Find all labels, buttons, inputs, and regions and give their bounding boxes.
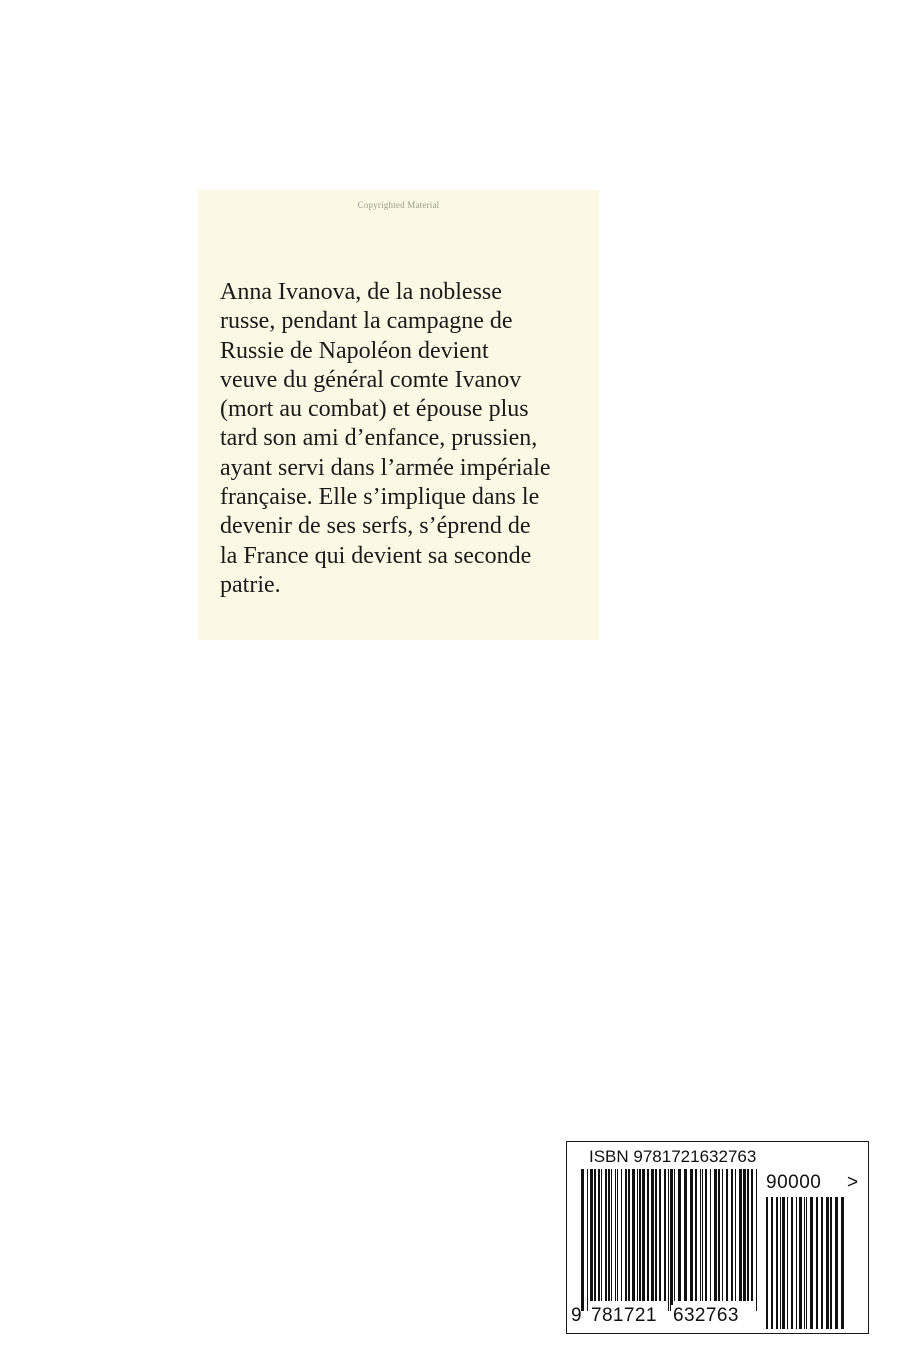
addon-bars (766, 1197, 844, 1329)
barcode-bar (668, 1169, 669, 1311)
barcode-bar (690, 1169, 693, 1301)
barcode-bar (625, 1169, 627, 1301)
barcode-bar (804, 1197, 805, 1329)
barcode-bar (771, 1197, 773, 1329)
barcode-bar (684, 1169, 687, 1301)
barcode-bar (659, 1169, 661, 1301)
barcode-bar (782, 1197, 785, 1329)
copyright-watermark: Copyrighted Material (357, 200, 440, 210)
barcode-bar (841, 1197, 844, 1329)
barcode-bar (830, 1197, 832, 1329)
barcode-bar (632, 1169, 635, 1301)
barcode-bar (655, 1169, 657, 1301)
isbn-label: ISBN 9781721632763 (589, 1147, 757, 1166)
blurb-line: devenir de ses serfs, s’éprend de (220, 513, 531, 540)
barcode-bar (651, 1169, 654, 1301)
barcode-bar (598, 1169, 600, 1301)
barcode-bar (796, 1197, 797, 1329)
barcode-bar (637, 1169, 638, 1301)
barcode-bar (731, 1169, 733, 1301)
barcode-bar (678, 1169, 681, 1301)
barcode-bar (739, 1169, 742, 1301)
barcode-bar (751, 1169, 753, 1301)
barcode-bar (674, 1169, 675, 1301)
barcode-bar (647, 1169, 649, 1301)
barcode-bar (787, 1197, 788, 1329)
barcode-bar (714, 1169, 717, 1301)
ean13-bars (581, 1169, 757, 1311)
barcode-digit-group-right: 632763 (673, 1305, 739, 1326)
barcode-first-digit: 9 (571, 1305, 582, 1326)
barcode-bar (735, 1169, 736, 1301)
price-arrow: > (847, 1172, 859, 1193)
barcode-bar (756, 1169, 757, 1311)
barcode-bar (581, 1169, 584, 1311)
barcode-bar (718, 1169, 720, 1301)
blurb-text (220, 278, 590, 600)
barcode-digit-group-left: 781721 (591, 1305, 657, 1326)
blurb-line: ayant servi dans l’armée impériale (220, 454, 551, 481)
blurb-line: tard son ami d’enfance, prussien, (220, 425, 538, 452)
barcode-bar (664, 1169, 666, 1301)
barcode-bar (710, 1169, 711, 1301)
barcode-bar (791, 1197, 793, 1329)
isbn-barcode (566, 1141, 869, 1334)
barcode-bar (628, 1169, 630, 1301)
barcode-bar (810, 1197, 813, 1329)
barcode-bar (639, 1169, 641, 1301)
barcode-bar (821, 1197, 823, 1329)
blurb-line: Russie de Napoléon devient (220, 337, 489, 364)
blurb-line: française. Elle s’implique dans le (220, 484, 540, 511)
price-code: 90000 (766, 1172, 822, 1193)
barcode-bar (806, 1197, 807, 1329)
blurb-panel (198, 190, 599, 640)
blurb-line: Anna Ivanova, de la noblesse (220, 279, 502, 305)
barcode-bar (747, 1169, 749, 1301)
barcode-bar (695, 1169, 697, 1301)
barcode-bar (621, 1169, 622, 1301)
barcode-bar (743, 1169, 746, 1301)
barcode-bar (587, 1169, 588, 1311)
barcode-bar (776, 1197, 778, 1329)
barcode-bar (816, 1197, 818, 1329)
barcode-bar (722, 1169, 723, 1301)
barcode-bar (702, 1169, 703, 1301)
barcode-bar (615, 1169, 616, 1301)
barcode-bar (766, 1197, 768, 1329)
barcode-bar (799, 1197, 802, 1329)
barcode-bar (601, 1169, 602, 1301)
blurb-line: (mort au combat) et épouse plus (220, 396, 529, 423)
barcode-bar (605, 1169, 607, 1301)
barcode-bar (594, 1169, 596, 1301)
blurb-line: russe, pendant la campagne de (220, 308, 513, 335)
blurb-line: la France qui devient sa seconde (220, 542, 532, 569)
blurb-line: veuve du général comte Ivanov (220, 366, 522, 393)
barcode-bar (642, 1169, 645, 1301)
barcode-bar (726, 1169, 728, 1301)
barcode-bar (700, 1169, 701, 1301)
barcode-bar (826, 1197, 829, 1329)
barcode-bar (705, 1169, 707, 1301)
barcode-bar (608, 1169, 610, 1301)
blurb-line: patrie. (220, 571, 281, 598)
barcode-bar (835, 1197, 838, 1329)
barcode-bar (590, 1169, 593, 1301)
barcode-bar (780, 1197, 781, 1329)
barcode-bar (670, 1169, 673, 1311)
barcode-bar (617, 1169, 618, 1301)
barcode-bar (611, 1169, 612, 1301)
